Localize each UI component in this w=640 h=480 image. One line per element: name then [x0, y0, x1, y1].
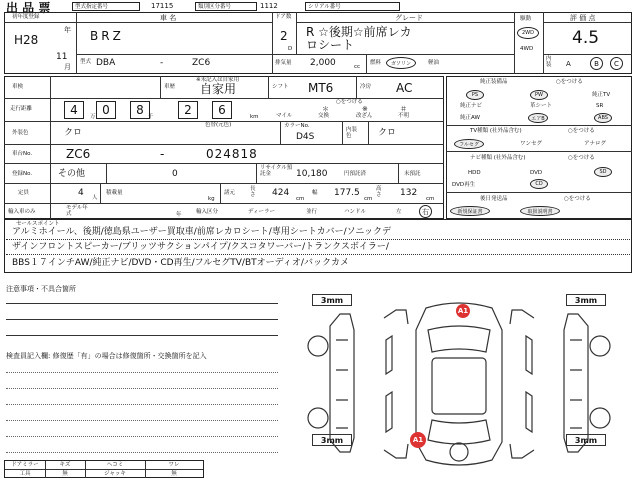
- grade-line2: ロシート: [306, 38, 355, 52]
- sales-points-label: セールスポイント: [16, 221, 60, 227]
- width-value: 177.5: [334, 188, 360, 198]
- car-name: BRZ: [90, 29, 124, 43]
- tire-tread-front-left: 3mm: [312, 294, 352, 306]
- first-reg-month: 11: [56, 52, 68, 62]
- type-cert-number: 17115: [151, 2, 174, 10]
- tire-tread-front-right: 3mm: [566, 294, 606, 306]
- sales-line-1: アルミホイール、後期/徳島県ユーザー買取車/前席レカロシート/専用シートカバー/ソニックデ: [12, 227, 392, 237]
- ac-value: AC: [396, 81, 413, 95]
- legend-table: ドアミラー キズ ヘコミ ワレ 工具 無 ジャッキ 無: [4, 460, 204, 478]
- model-prefix: DBA: [96, 58, 116, 68]
- shift-value: MT6: [308, 81, 334, 95]
- mileage-digit: 0: [96, 101, 116, 119]
- tire-tread-rear-left: 3mm: [312, 434, 352, 446]
- exterior-color: クロ: [64, 128, 83, 138]
- drive-2wd-circled: 2WD: [517, 27, 539, 39]
- interior-b-circled: B: [590, 57, 603, 70]
- drive-4wd: 4WD: [520, 46, 534, 52]
- damage-mark-front: A1: [456, 304, 470, 318]
- length-value: 424: [272, 188, 290, 198]
- right-rear-wheel: [590, 408, 610, 428]
- damage-mark-rear: A1: [410, 432, 426, 448]
- mileage-digit: 6: [212, 101, 232, 119]
- doors-value: 2: [280, 29, 288, 43]
- sales-line-3: BBS１７インチAW/純正ナビ/DVD・CD再生/フルセグTV/BTオーディオ/バックカメ: [12, 258, 349, 268]
- caution-label: 注意事項・不具合箇所: [6, 285, 76, 293]
- mileage-digit: 4: [64, 101, 84, 119]
- right-side-outline: [564, 314, 588, 452]
- model-code: ZC6: [192, 58, 211, 68]
- displacement: 2,000: [310, 58, 336, 68]
- left-side-outline: [330, 314, 354, 452]
- left-front-wheel: [308, 336, 328, 356]
- fuel-gasoline-circled: ガソリン: [386, 57, 416, 69]
- type-cert-cell: 型式指定番号: [72, 2, 140, 11]
- chassis-prefix: ZC6: [66, 147, 91, 161]
- form-title: 出 品 票: [6, 1, 51, 15]
- handle-right-circled: 右: [419, 205, 432, 218]
- color-code: D4S: [296, 132, 315, 142]
- interior-color: クロ: [378, 128, 397, 138]
- sales-line-2: ザインフロントスピーカー/ブリッツサクションパイプ/クスコタワーバー/トランクスボイラー/: [12, 242, 389, 252]
- grade-line1: R ☆後期☆前席レカ: [306, 25, 412, 39]
- evaluation-score: 4.5: [572, 28, 600, 48]
- left-rear-wheel: [308, 408, 328, 428]
- class-cell: 類別区分番号: [195, 2, 257, 11]
- mileage-digit: 8: [130, 101, 150, 119]
- registration-number: その他: [58, 169, 86, 179]
- tire-tread-rear-right: 3mm: [566, 434, 606, 446]
- height-value: 132: [400, 188, 418, 198]
- seating-capacity: 4: [78, 188, 84, 198]
- serial-cell: シリアル番号: [305, 2, 400, 11]
- chassis-number: 024818: [206, 147, 258, 161]
- first-reg-label: 初年度登録: [12, 14, 40, 20]
- recycle-deposit: 10,180: [296, 169, 328, 179]
- interior-c: C: [610, 57, 623, 70]
- right-front-wheel: [590, 336, 610, 356]
- mileage-digit: 2: [178, 101, 198, 119]
- class-number: 1112: [260, 2, 278, 10]
- vehicle-use: 自家用: [200, 82, 237, 96]
- car-diagram: [296, 300, 626, 472]
- inspector-label: 検査員記入欄: 修復歴「有」の場合は修復箇所・交換箇所を記入: [6, 352, 207, 360]
- first-reg-era: H28: [14, 33, 39, 47]
